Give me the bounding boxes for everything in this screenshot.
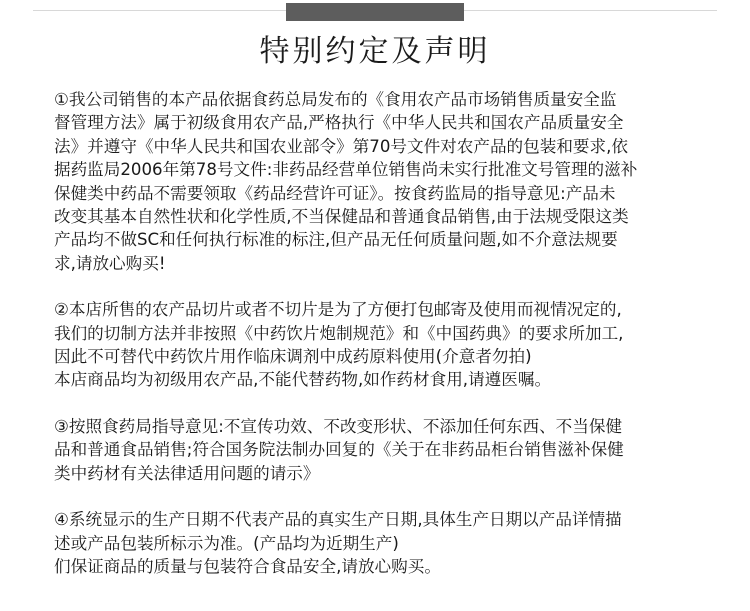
paragraph-1-line: 产品均不做SC和任何执行标准的标注,但产品无任何质量问题,如不介意法规要 [54, 230, 618, 250]
paragraph-2-line: 我们的切制方法并非按照《中药饮片炮制规范》和《中国药典》的要求所加工, [54, 323, 624, 343]
statement-body [54, 88, 680, 578]
paragraph-1-line: 求,请放心购买! [54, 253, 166, 273]
paragraph-2-line: 本店商品均为初级用农产品,不能代替药物,如作药材食用,请遵医嘱。 [54, 370, 552, 390]
paragraph-1-line: 保健类中药品不需要领取《药品经营许可证》。按食药监局的指导意见:产品未 [54, 183, 616, 203]
paragraph-2-line: ②本店所售的农产品切片或者不切片是为了方便打包邮寄及使用而视情况定的, [54, 300, 622, 320]
paragraph-3 [54, 415, 680, 485]
paragraph-1-line: 督管理方法》属于初级食用农产品,严格执行《中华人民共和国农产品质量安全 [54, 113, 624, 133]
paragraph-2 [54, 298, 680, 392]
paragraph-3-line: ③按照食药局指导意见:不宣传功效、不改变形状、不添加任何东西、不当保健 [54, 416, 623, 436]
page-title: 特别约定及声明 [259, 34, 491, 69]
paragraph-1-line: 改变其基本自然性状和化学性质,不当保健品和普通食品销售,由于法规受限这类 [54, 207, 629, 227]
paragraph-1-line: ①我公司销售的本产品依据食药总局发布的《食用农产品市场销售质量安全监 [54, 90, 617, 109]
paragraph-1 [54, 88, 680, 275]
paragraph-1-line: 据药监局2006年第78号文件:非药品经营单位销售尚未实行批准文号管理的滋补 [54, 160, 638, 180]
paragraph-1-line: 法》并遵守《中华人民共和国农业部令》第70号文件对农产品的包装和要求,依 [54, 136, 628, 156]
paragraph-4 [54, 508, 680, 578]
paragraph-3-line: 类中药材有关法律适用问题的请示》 [54, 463, 320, 483]
paragraph-4-line: ④系统显示的生产日期不代表产品的真实生产日期,具体生产日期以产品详情描 [54, 510, 622, 530]
paragraph-4-line: 们保证商品的质量与包装符合食品安全,请放心购买。 [54, 556, 441, 576]
header-decoration [0, 0, 750, 18]
paragraph-3-line: 品和普通食品销售;符合国务院法制办回复的《关于在非药品柜台销售滋补保健 [54, 440, 624, 460]
paragraph-4-line: 述或产品包装所标示为准。(产品均为近期生产) [54, 533, 399, 553]
paragraph-2-line: 因此不可替代中药饮片用作临床调剂中成药原料使用(介意者勿拍) [54, 347, 532, 367]
header-tab-bar [286, 3, 464, 21]
